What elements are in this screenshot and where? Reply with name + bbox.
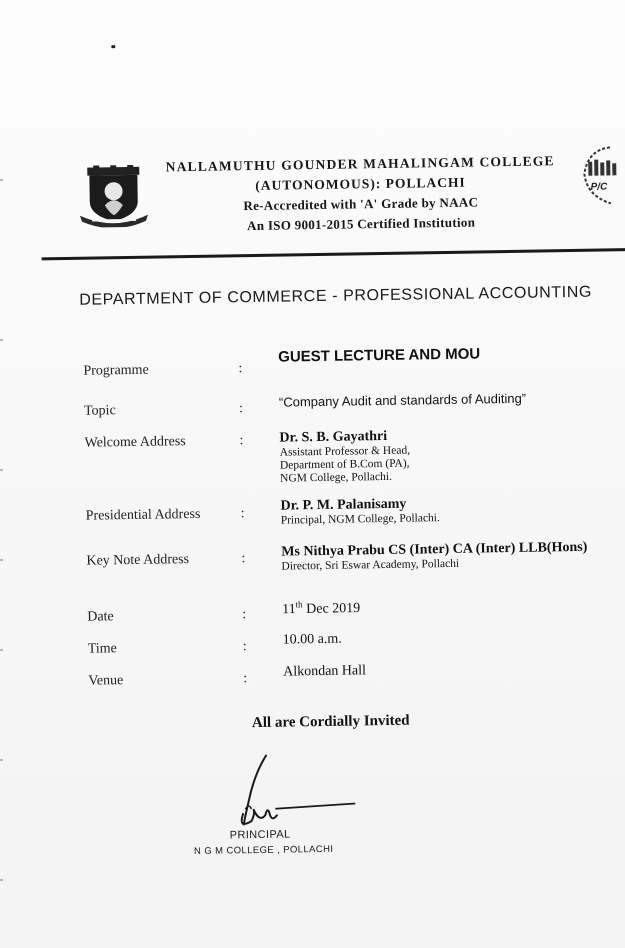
- topic-label: Topic: [83, 403, 116, 419]
- signatory-title: PRINCIPAL: [229, 828, 291, 842]
- topic-row: [79, 390, 624, 428]
- welcome-speaker-designation: Assistant Professor & Head,: [279, 444, 411, 459]
- college-accreditation: Re-Accredited with 'A' Grade by NAAC: [243, 194, 479, 214]
- programme-value: GUEST LECTURE AND MOU: [278, 345, 481, 366]
- time-value: 10.00 a.m.: [282, 631, 342, 648]
- programme-row: [78, 345, 623, 388]
- topic-value: “Company Audit and standards of Auditing”: [278, 390, 527, 410]
- college-iso: An ISO 9001-2015 Certified Institution: [246, 214, 476, 234]
- colon: :: [240, 506, 245, 522]
- date-value: [282, 594, 625, 618]
- right-logo-text: P/C: [590, 181, 608, 193]
- presidential-speaker-name: Dr. P. M. Palanisamy: [280, 496, 407, 514]
- colon: :: [243, 671, 248, 687]
- invitation-text: All are Cordially Invited: [251, 712, 410, 732]
- college-name: NALLAMUTHU GOUNDER MAHALINGAM COLLEGE: [165, 153, 555, 175]
- keynote-value: [281, 538, 625, 573]
- welcome-label: Welcome Address: [84, 434, 186, 451]
- welcome-speaker-name: Dr. S. B. Gayathri: [279, 428, 388, 446]
- presidential-value: [280, 492, 625, 527]
- programme-label: Programme: [83, 362, 149, 379]
- accreditation-logo: [580, 145, 621, 206]
- welcome-speaker-college: NGM College, Pollachi.: [280, 470, 393, 485]
- keynote-row: [81, 539, 625, 578]
- keynote-label: Key Note Address: [86, 552, 190, 569]
- venue-row: [83, 665, 625, 698]
- signatory-institution: N G M COLLEGE , POLLACHI: [193, 843, 334, 858]
- keynote-speaker-name: Ms Nithya Prabu CS (Inter) CA (Inter) LLB(Hons): [281, 539, 588, 560]
- header-divider: [42, 248, 625, 260]
- welcome-speaker-department: Department of B.Com (PA),: [279, 457, 410, 472]
- welcome-value: [279, 424, 625, 485]
- presidential-row: [81, 496, 625, 533]
- colon: :: [238, 361, 243, 377]
- colon: :: [242, 639, 247, 655]
- date-day: 11: [282, 602, 296, 618]
- presidential-label: Presidential Address: [85, 506, 201, 524]
- colon: :: [241, 551, 246, 567]
- college-header: [165, 151, 556, 237]
- date-suffix: th: [295, 599, 303, 610]
- college-emblem-logo: [77, 165, 150, 228]
- venue-label: Venue: [88, 673, 124, 689]
- margin-ruling-marks: [0, 0, 4, 948]
- college-status: (AUTONOMOUS): POLLACHI: [255, 174, 466, 193]
- paper-speck: [111, 45, 115, 48]
- presidential-speaker-designation: Principal, NGM College, Pollachi.: [280, 512, 440, 527]
- colon: :: [238, 401, 244, 417]
- keynote-speaker-designation: Director, Sri Eswar Academy, Pollachi: [281, 557, 460, 573]
- date-month-year: Dec 2019: [302, 601, 361, 617]
- welcome-row: [79, 427, 624, 485]
- colon: :: [242, 607, 247, 623]
- date-label: Date: [87, 609, 114, 625]
- department-title: DEPARTMENT OF COMMERCE - PROFESSIONAL ACCOUNTING: [79, 283, 593, 309]
- principal-signature: [214, 751, 365, 838]
- time-label: Time: [87, 641, 117, 657]
- colon: :: [239, 433, 244, 449]
- venue-value: Alkondan Hall: [283, 663, 367, 680]
